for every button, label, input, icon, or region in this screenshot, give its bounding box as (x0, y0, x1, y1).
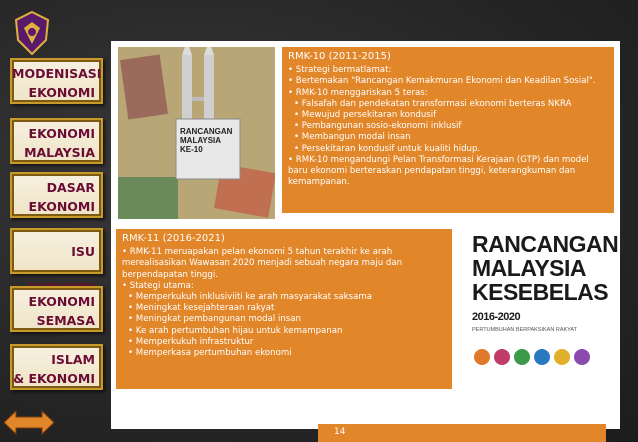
nav-item[interactable] (10, 58, 103, 104)
book-line-1: RANCANGAN (472, 231, 619, 257)
nav-item-label: DASAR (46, 180, 95, 195)
cover-text-line: MALAYSIA (180, 136, 222, 145)
rmk11-book-cover (466, 227, 619, 377)
nav-item-label: EKONOMI (28, 126, 95, 141)
rmk10-title: RMK-10 (2011-2015) (288, 51, 391, 62)
book-years: 2016-2020 (472, 311, 521, 323)
book-line-3: KESEBELAS (472, 279, 609, 305)
nav-item[interactable] (10, 118, 103, 164)
bullet-item: • RMK-11 meruapakan pelan ekonomi 5 tahun terakhir ke arah merealisasikan Wawasan 2020 menjadi sebuah negara maju dan berpendapatan tinggi. (122, 247, 403, 280)
bullet-item: • Meningkat kesejahteraan rakyat (128, 303, 275, 314)
nav-item-label: EKONOMI (28, 294, 95, 309)
nav-item-label: EKONOMI (28, 85, 95, 100)
bullet-item: • Membangun modal insan (294, 132, 411, 143)
nav-item[interactable] (10, 172, 103, 218)
bullet-item: • Meningkat pembangunan modal insan (128, 314, 301, 325)
rmk10-bullet-list (288, 65, 608, 188)
bullet-item: • Memperkukuh infrastruktur (128, 336, 254, 347)
book-line-2: MALAYSIA (472, 255, 586, 281)
nav-item-label: & EKONOMI (13, 371, 95, 386)
rmk11-bullet-list (122, 247, 446, 359)
nav-item-label: SEMASA (36, 313, 95, 328)
rmk11-info-box (116, 229, 452, 389)
left-right-arrow-icon[interactable] (4, 409, 54, 436)
bullet-item: • RMK-10 mengandungi Pelan Transformasi Kerajaan (GTP) dan model baru ekonomi berteraskan pendapatan tinggi, keterangkuman dan kemampanan. (288, 154, 589, 188)
bullet-item: • Memperkasa pertumbuhan ekonomi (128, 348, 292, 359)
bullet-item: • Bertemakan "Rancangan Kemakmuran Ekonomi dan Keadilan Sosial". (288, 76, 596, 87)
cover-text-line: KE-10 (180, 145, 203, 154)
rmk11-title: RMK-11 (2016-2021) (122, 233, 225, 244)
bullet-item: • RMK-10 menggariskan 5 teras: (288, 87, 428, 98)
bullet-item: • Memperkukuh inklusiviiti ke arah masyarakat saksama (128, 292, 372, 303)
rmk10-cover-photo (118, 47, 275, 219)
nav-item-label: EKONOMI (28, 199, 95, 214)
nav-item-label: MODENISASI (12, 66, 102, 81)
nav-item[interactable] (10, 344, 103, 390)
bullet-item: • Falsafah dan pendekatan transformasi ekonomi berteras NKRA (294, 98, 572, 109)
bullet-item: • Mewujud persekitaran kondusif (294, 110, 437, 121)
content-panel (111, 41, 620, 429)
bullet-item: • Stategi utama: (122, 280, 194, 291)
nav-item[interactable] (10, 286, 103, 332)
nav-item-label: MALAYSIA (24, 145, 95, 160)
cover-text-line: RANCANGAN (180, 127, 233, 136)
nav-item[interactable] (10, 228, 103, 274)
nav-item-label: ISU (71, 244, 95, 259)
book-subtitle: PERTUMBUHAN BERPAKSIKAN RAKYAT (472, 327, 578, 333)
page-number: 14 (318, 424, 606, 442)
rmk10-cover-title (180, 127, 240, 154)
university-crest-icon (10, 10, 54, 56)
book-icons-row (472, 347, 612, 367)
bullet-item: • Ke arah pertumbuhan hijau untuk kemampanan (128, 325, 343, 336)
bullet-item: • Pembangunan sosio-ekonomi inklusif (294, 121, 462, 132)
nav-item-label: ISLAM (51, 352, 95, 367)
rmk10-info-box (282, 47, 614, 213)
bullet-item: • Persekitaran kondusif untuk kualiti hidup. (294, 143, 481, 154)
bullet-item: • Strategi bermatlamat: (288, 65, 392, 76)
